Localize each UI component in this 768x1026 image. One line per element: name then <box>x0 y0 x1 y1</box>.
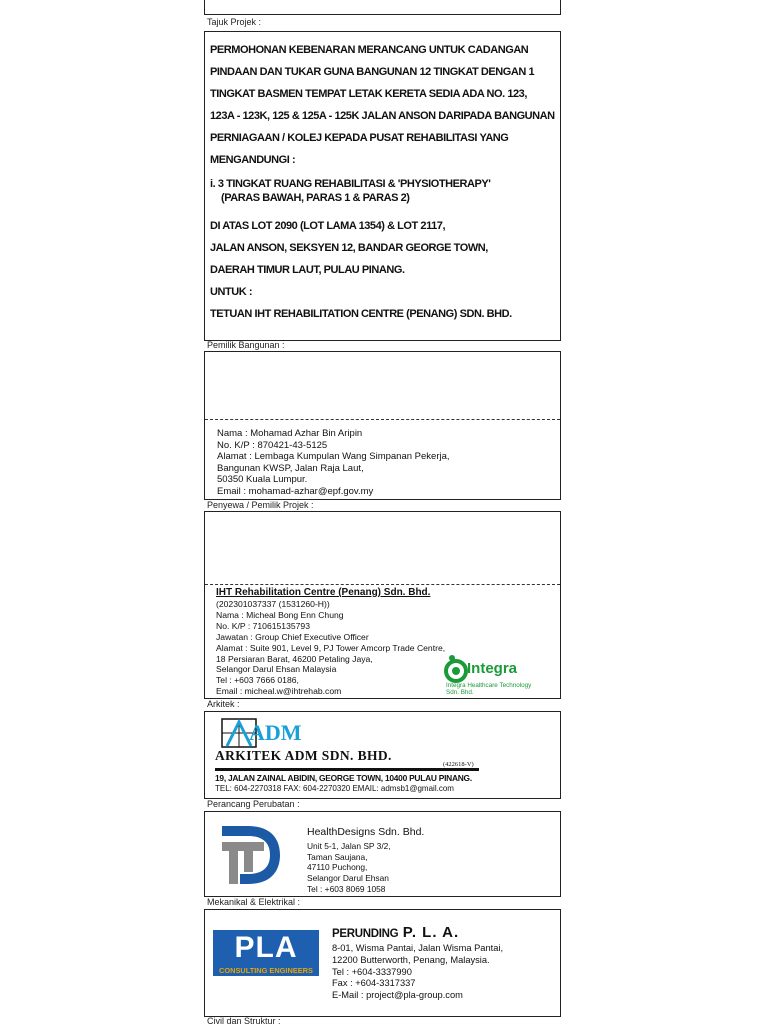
pla-logo-tag: CONSULTING ENGINEERS <box>213 965 319 976</box>
project-line-9: DI ATAS LOT 2090 (LOT LAMA 1354) & LOT 2117, <box>210 220 446 232</box>
planner-line: Unit 5-1, Jalan SP 3/2, <box>307 841 391 851</box>
project-title-box <box>204 31 561 341</box>
project-line-8: (PARAS BAWAH, PARAS 1 & PARAS 2) <box>221 192 410 204</box>
architect-name: ARKITEK ADM SDN. BHD. <box>215 748 392 763</box>
architect-contact: TEL: 604-2270318 FAX: 604-2270320 EMAIL: admsb1@gmail.com <box>215 784 454 793</box>
owner-details <box>217 428 450 498</box>
label-pemilik-bangunan: Pemilik Bangunan : <box>207 340 285 350</box>
architect-reg: (422618-V) <box>443 761 474 768</box>
integra-mark-icon <box>443 654 469 684</box>
pla-logo-block: PLA <box>213 930 319 966</box>
project-line-10: JALAN ANSON, SEKSYEN 12, BANDAR GEORGE TOWN, <box>210 242 488 254</box>
label-civil: Civil dan Struktur : <box>207 1016 281 1026</box>
project-line-5: PERNIAGAAN / KOLEJ KEPADA PUSAT REHABILITASI YANG <box>210 132 509 144</box>
tenant-line: Nama : Micheal Bong Enn Chung <box>216 609 344 620</box>
owner-line: Nama : Mohamad Azhar Bin Aripin <box>217 428 363 439</box>
tenant-details <box>216 599 445 697</box>
project-line-2: PINDAAN DAN TUKAR GUNA BANGUNAN 12 TINGKAT DENGAN 1 <box>210 66 535 78</box>
architect-box <box>204 711 561 799</box>
project-line-3: TINGKAT BASMEN TEMPAT LETAK KERETA SEDIA ADA NO. 123, <box>210 88 527 100</box>
tenant-line: No. K/P : 710615135793 <box>216 620 310 631</box>
tenant-line: 18 Persiaran Barat, 46200 Petaling Jaya, <box>216 653 373 664</box>
planner-name: HealthDesigns Sdn. Bhd. <box>307 826 425 838</box>
project-line-12: UNTUK : <box>210 286 253 298</box>
architect-address: 19, JALAN ZAINAL ABIDIN, GEORGE TOWN, 10400 PULAU PINANG. <box>215 773 472 783</box>
owner-line: Email : mohamad-azhar@epf.gov.my <box>217 485 374 497</box>
label-mekanikal: Mekanikal & Elektrikal : <box>207 897 301 907</box>
signature-divider <box>205 584 560 585</box>
tenant-line: Jawatan : Group Chief Executive Officer <box>216 631 369 642</box>
mne-title <box>332 924 459 942</box>
label-penyewa: Penyewa / Pemilik Projek : <box>207 500 314 510</box>
planner-details <box>307 841 391 895</box>
integra-logo <box>443 652 555 698</box>
tenant-line: Tel : +603 7666 0186, <box>216 675 299 686</box>
tenant-line: Email : micheal.w@ihtrehab.com <box>216 686 342 697</box>
planner-line: 47110 Puchong, <box>307 862 368 873</box>
owner-line: Alamat : Lembaga Kumpulan Wang Simpanan Pekerja, <box>217 451 450 463</box>
tenant-box <box>204 511 561 699</box>
project-line-7: i. 3 TINGKAT RUANG REHABILITASI & 'PHYSIOTHERAPY' <box>210 178 491 190</box>
adm-logo <box>221 718 311 750</box>
planner-box <box>204 811 561 897</box>
label-arkitek: Arkitek : <box>207 699 240 709</box>
top-box-stub <box>204 0 561 15</box>
project-line-13: TETUAN IHT REHABILITATION CENTRE (PENANG) SDN. BHD. <box>210 308 512 320</box>
integra-logo-text: Integra <box>467 660 518 677</box>
owner-line: No. K/P : 870421-43-5125 <box>217 439 328 451</box>
mne-line: 8-01, Wisma Pantai, Jalan Wisma Pantai, <box>332 943 504 953</box>
healthdesigns-logo-icon <box>218 822 284 888</box>
project-line-11: DAERAH TIMUR LAUT, PULAU PINANG. <box>210 264 405 276</box>
planner-line: Selangor Darul Ehsan <box>307 873 389 884</box>
architect-rule <box>215 768 479 771</box>
integra-logo-sub2: Sdn. Bhd. <box>446 689 474 696</box>
project-line-6: MENGANDUNGI : <box>210 154 296 166</box>
label-perancang: Perancang Perubatan : <box>207 799 300 809</box>
planner-line: Tel : +603 8069 1058 <box>307 883 386 894</box>
mne-details <box>332 943 503 1002</box>
project-line-4: 123A - 123K, 125 & 125A - 125K JALAN ANSON DARIPADA BANGUNAN <box>210 110 555 122</box>
mne-box <box>204 909 561 1017</box>
adm-logo-text: ADM <box>249 720 302 745</box>
signature-divider <box>205 419 560 420</box>
owner-box <box>204 351 561 500</box>
tenant-company: IHT Rehabilitation Centre (Penang) Sdn. Bhd. <box>216 587 431 598</box>
mne-title-prefix: PERUNDING <box>332 928 399 940</box>
pla-logo <box>213 930 319 978</box>
planner-line: Taman Saujana, <box>307 851 368 862</box>
mne-line: Fax : +604-3317337 <box>332 978 416 989</box>
tenant-line: Alamat : Suite 901, Level 9, PJ Tower Amcorp Trade Centre, <box>216 642 446 653</box>
owner-line: 50350 Kuala Lumpur. <box>217 474 308 486</box>
owner-line: Bangunan KWSP, Jalan Raja Laut, <box>217 462 364 474</box>
mne-title-main: P. L. A. <box>402 924 460 941</box>
label-tajuk-projek: Tajuk Projek : <box>207 17 262 27</box>
project-line-1: PERMOHONAN KEBENARAN MERANCANG UNTUK CADANGAN <box>210 44 529 56</box>
mne-line: Tel : +604-3337990 <box>332 966 412 977</box>
tenant-line: Selangor Darul Ehsan Malaysia <box>216 664 337 675</box>
mne-line: 12200 Butterworth, Penang, Malaysia. <box>332 954 490 965</box>
integra-logo-sub1: Integra Healthcare Technology <box>446 682 532 689</box>
mne-line: E-Mail : project@pla-group.com <box>332 990 463 1001</box>
tenant-line: (202301037337 (1531260-H)) <box>216 599 330 609</box>
